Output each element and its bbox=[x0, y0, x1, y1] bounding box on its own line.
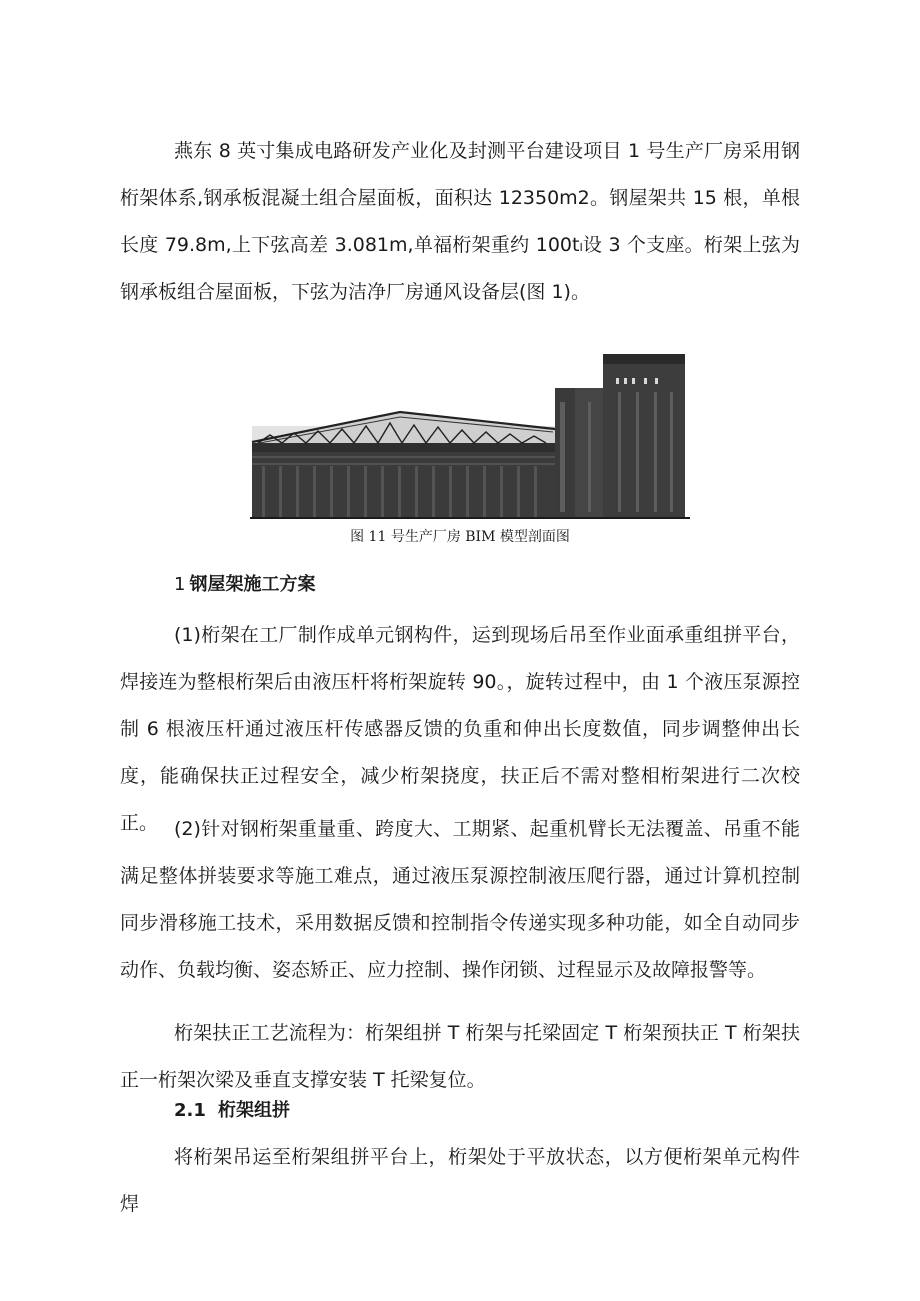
section-number: 1 bbox=[174, 574, 186, 595]
bim-section-drawing bbox=[250, 352, 690, 522]
section-title: 钢屋架施工方案 bbox=[189, 574, 316, 595]
subsection-paragraph: 将桁架吊运至桁架组拼平台上，桁架处于平放状态，以方便桁架单元构件焊 bbox=[120, 1146, 800, 1215]
item-2-paragraph: (2)针对钢桁架重量重、跨度大、工期紧、起重机臂长无法覆盖、吊重不能满足整体拼装要求等施工难点，通过液压泵源控制液压爬行器，通过计算机控制同步滑移施工技术，采用数据反馈和控制指令传递实现多种功能，如全自动同步动作、负载均衡、姿态矫正、应力控制、操作闭锁、过程显示及故障报警等。 bbox=[120, 818, 800, 981]
subsection-title: 桁架组拼 bbox=[218, 1100, 290, 1121]
section-heading bbox=[174, 570, 315, 600]
process-paragraph: 桁架扶正工艺流程为：桁架组拼 T 桁架与托梁固定 T 桁架预扶正 T 桁架扶正一桁架次梁及垂直支撑安装 T 托梁复位。 bbox=[120, 1022, 800, 1091]
subsection-number: 2.1 bbox=[174, 1100, 206, 1121]
item-1-paragraph: (1)桁架在工厂制作成单元钢构件，运到现场后吊至作业面承重组拼平台，焊接连为整根桁架后由液压杆将桁架旋转 90。，旋转过程中，由 1 个液压泵源控制 6 根液压杆通过液压杆传感器反馈的负重和伸出长度数值，同步调整伸出长度，能确保扶正过程安全，减少桁架挠度，扶正后不需对整相桁架进行二次校正。 bbox=[120, 624, 800, 834]
subsection-heading bbox=[174, 1096, 290, 1126]
intro-paragraph: 燕东 8 英寸集成电路研发产业化及封测平台建设项目 1 号生产厂房采用钢桁架体系,钢承板混凝土组合屋面板，面积达 12350m2。钢屋架共 15 根，单根长度 79.8m,上下弦高差 3.081m,单福桁架重约 100tₗ设 3 个支座。桁架上弦为钢承板组合屋面板，下弦为洁净厂房通风设备层(图 1)。 bbox=[120, 140, 800, 303]
figure-caption: 图 11 号生产厂房 BIM 模型剖面图 bbox=[350, 529, 570, 545]
